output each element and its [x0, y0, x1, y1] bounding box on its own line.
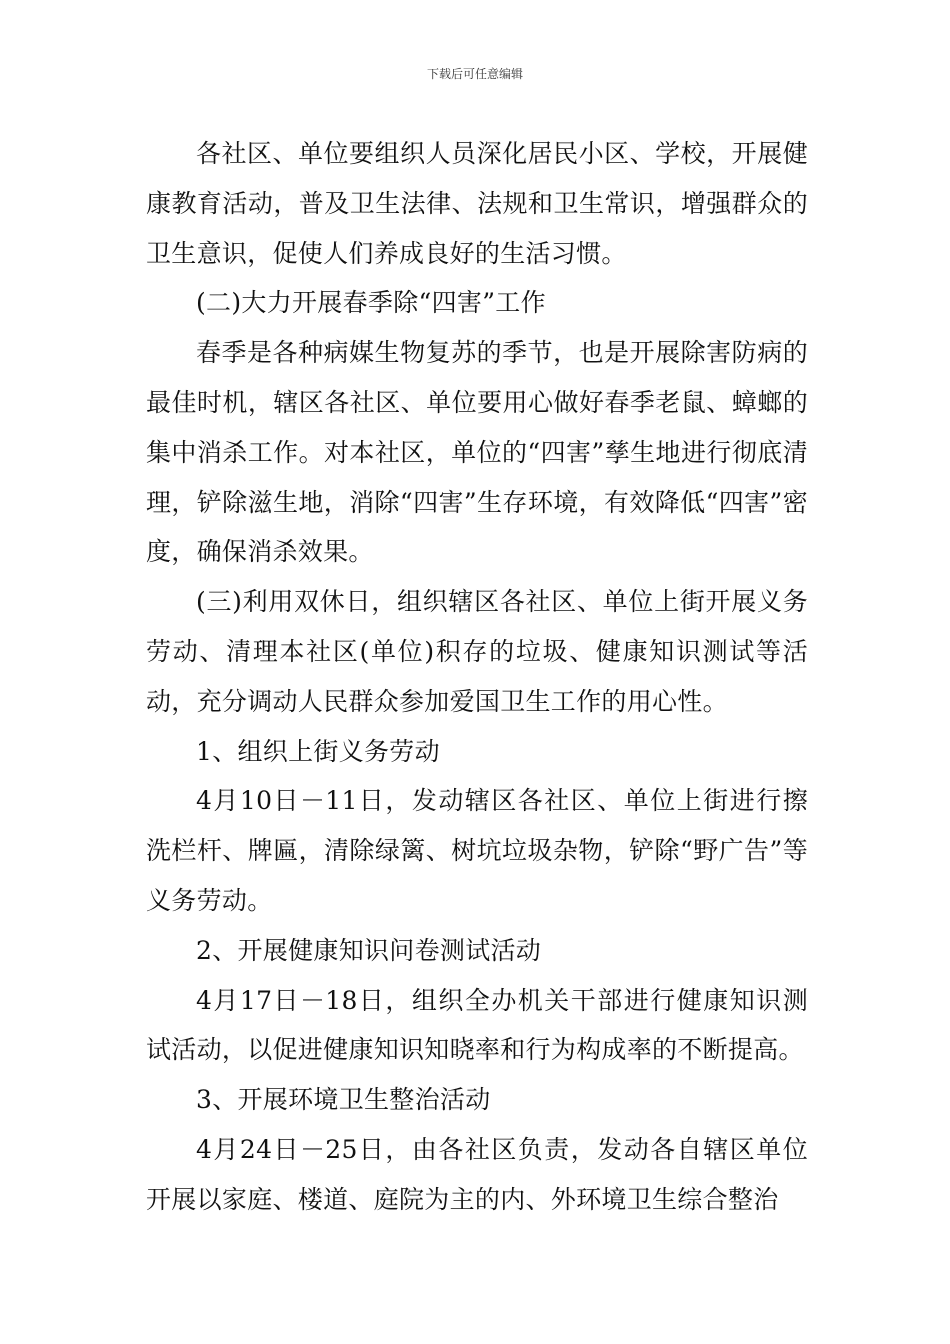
paragraph-weekend-activities: (三)利用双休日，组织辖区各社区、单位上街开展义务劳动、清理本社区(单位)积存的垃圾、健康知识测试等活动，充分调动人民群众参加爱国卫生工作的用心性。	[146, 587, 808, 716]
paragraph-health-education: 各社区、单位要组织人员深化居民小区、学校，开展健康教育活动，普及卫生法律、法规和卫生常识，增强群众的卫生意识，促使人们养成良好的生活习惯。	[146, 139, 808, 268]
paragraph-environment-cleanup: 4月24日－25日，由各社区负责，发动各自辖区单位开展以家庭、楼道、庭院为主的内、外环境卫生综合整治	[146, 1134, 808, 1214]
page-header: 下载后可任意编辑	[426, 67, 523, 81]
item-heading-health-quiz: 2、开展健康知识问卷测试活动	[196, 935, 542, 965]
paragraph-health-quiz: 4月17日－18日，组织全办机关干部进行健康知识测试活动，以促进健康知识知晓率和行为构成率的不断提高。	[146, 985, 808, 1065]
paragraph-voluntary-labor: 4月10日－11日，发动辖区各社区、单位上街进行擦洗栏杆、牌匾，清除绿篱、树坑垃圾杂物，铲除“野广告”等义务劳动。	[146, 786, 808, 915]
section-heading-spring-pest-control: (二)大力开展春季除“四害”工作	[196, 288, 546, 318]
item-heading-voluntary-labor: 1、组织上街义务劳动	[196, 736, 440, 766]
paragraph-spring-pest-control: 春季是各种病媒生物复苏的季节，也是开展除害防病的最佳时机，辖区各社区、单位要用心做好春季老鼠、蟑螂的集中消杀工作。对本社区，单位的“四害”孳生地进行彻底清理，铲除滋生地，消除“四害”生存环境，有效降低“四害”密度，确保消杀效果。	[146, 338, 808, 567]
document-body	[146, 129, 808, 1225]
item-heading-environment-cleanup: 3、开展环境卫生整治活动	[196, 1085, 491, 1115]
